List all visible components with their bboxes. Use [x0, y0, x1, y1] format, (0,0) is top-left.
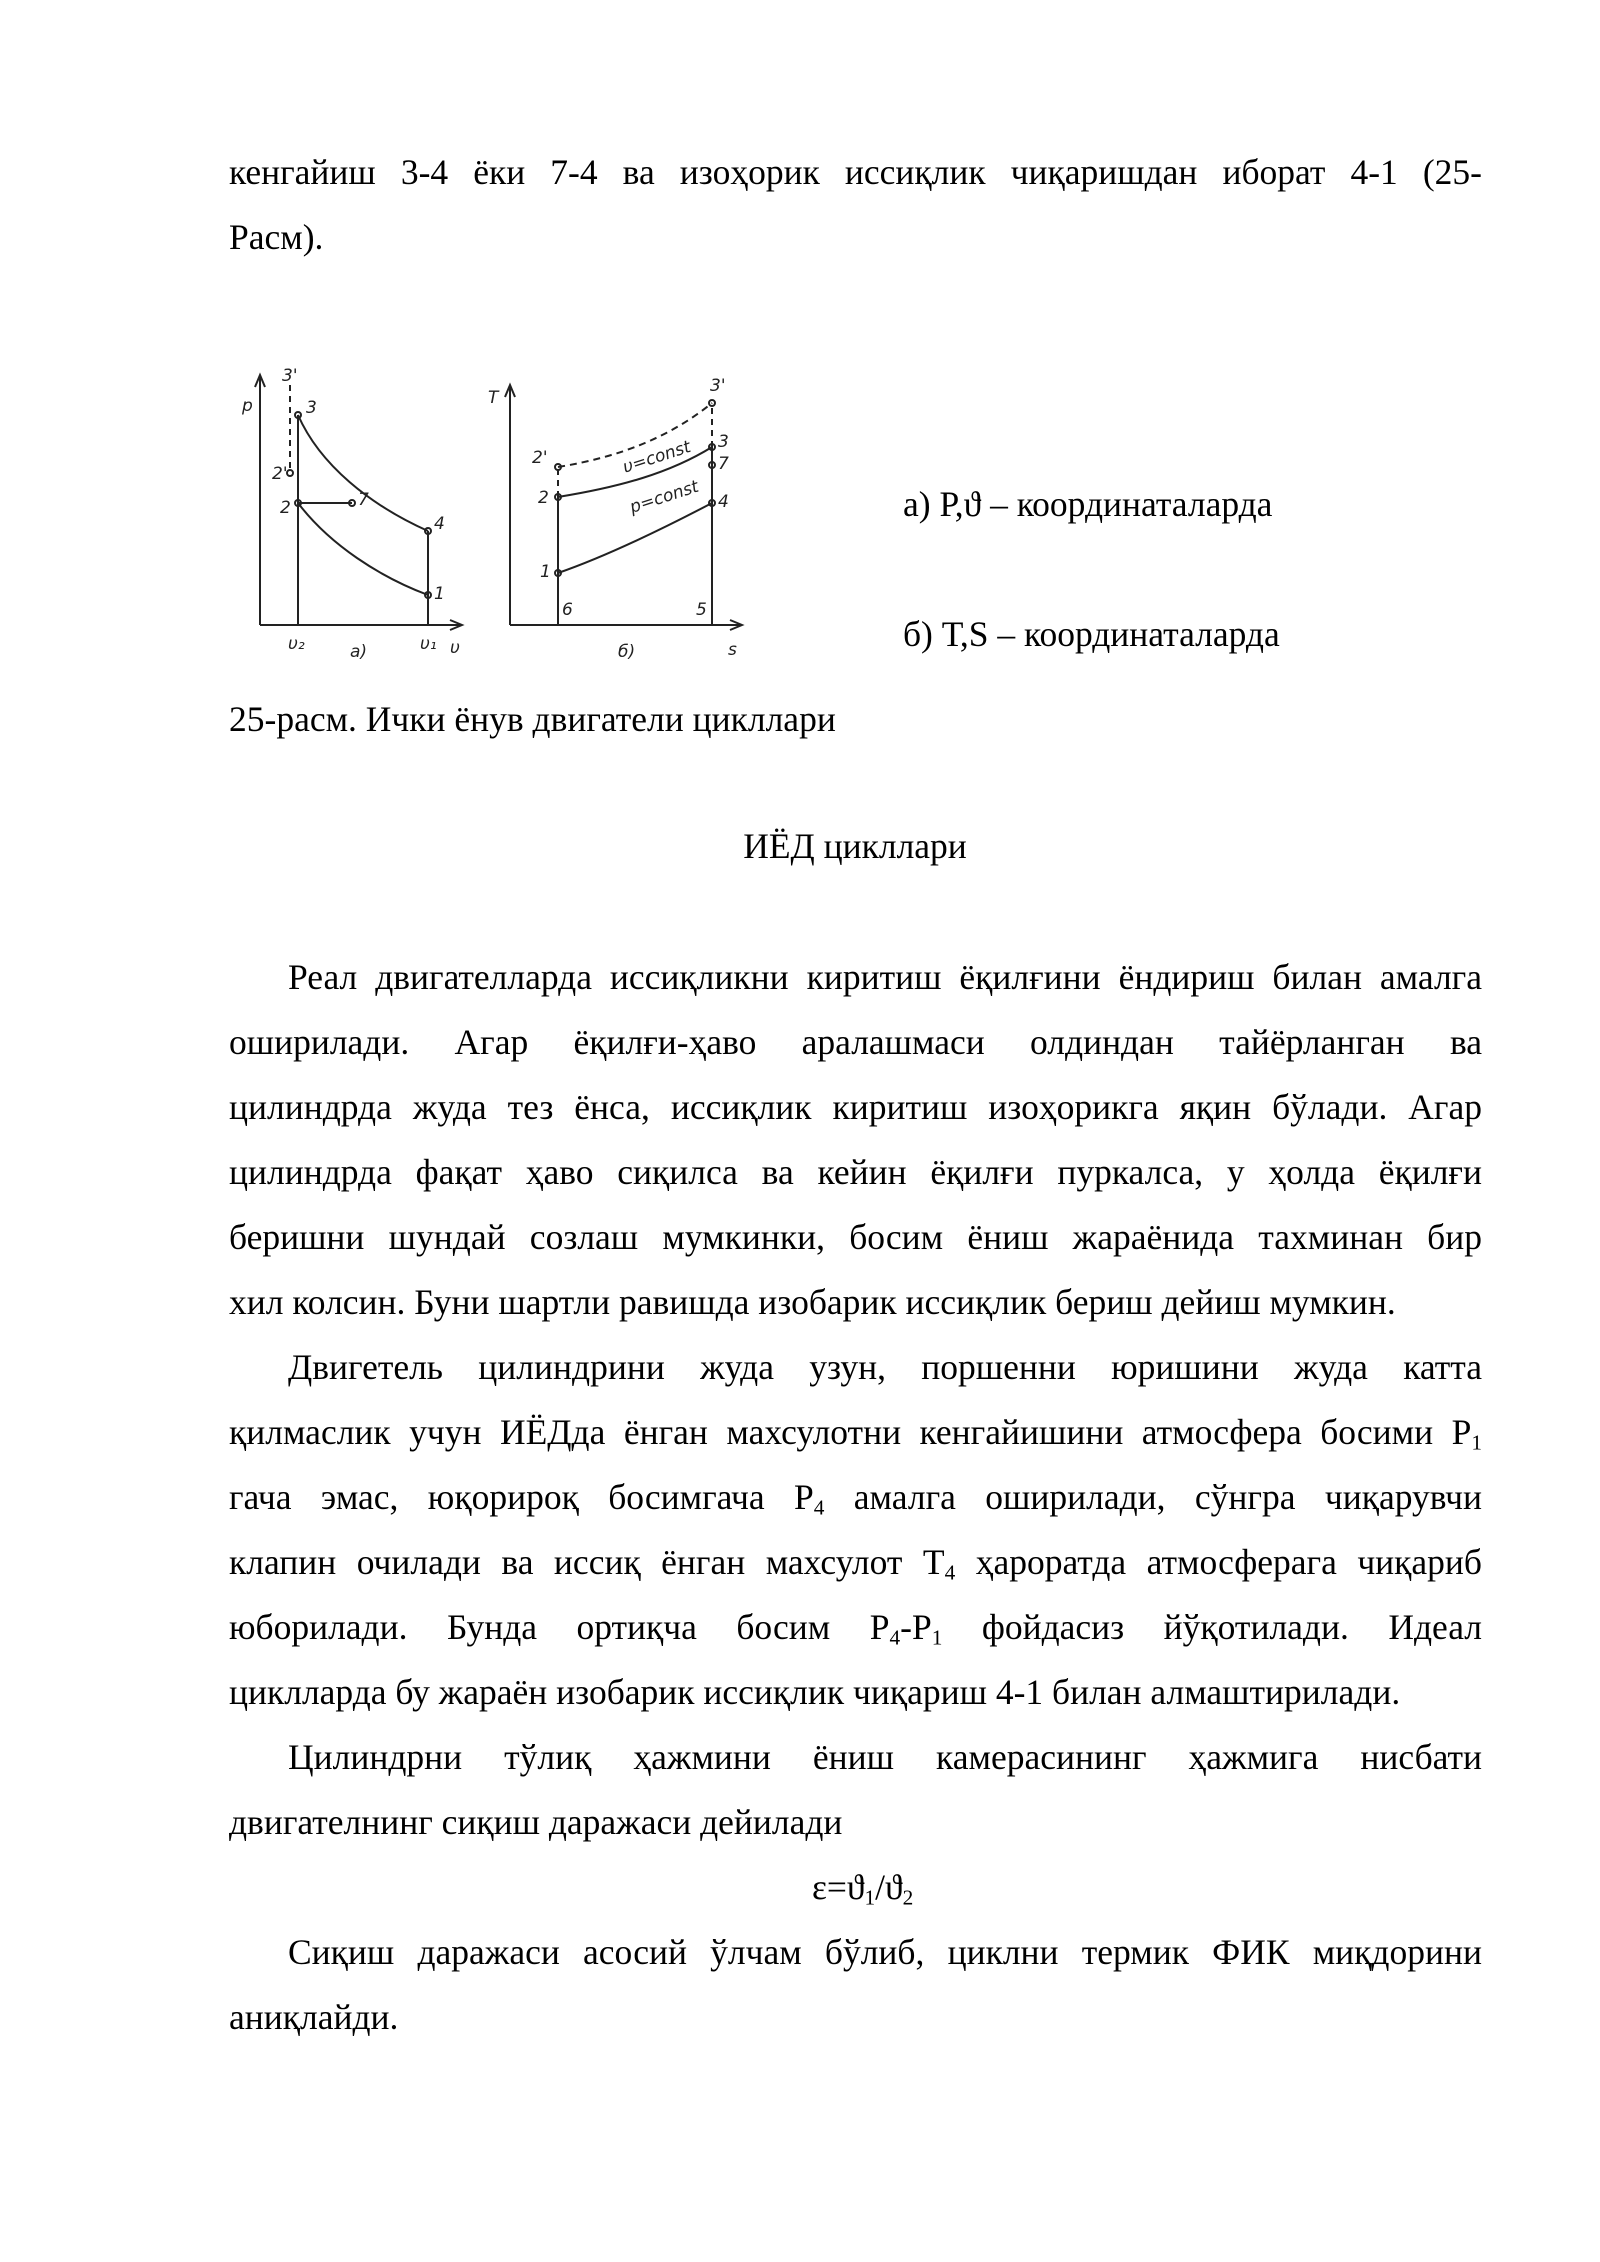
label-b-4: 4	[718, 492, 729, 512]
label-a: а)	[350, 642, 368, 662]
p1-line-2: оширилади. Агар ёқилғи-ҳаво аралашмаси олдиндан тайёрланган ва	[229, 1022, 1482, 1062]
p2-line-4: клапин очилади ва иссиқ ёнган махсулот $Т_4$ ҳароратда атмосферага чиқариб	[229, 1542, 1482, 1585]
label-axis-s: s	[728, 640, 737, 660]
label-v-const: υ=const	[620, 437, 694, 478]
label-b: б)	[618, 642, 636, 662]
label-b-3prime: 3'	[710, 376, 726, 396]
label-a-2prime: 2'	[272, 464, 288, 484]
figure-caption: 25-расм. Ички ёнув двигатели цикллари	[229, 699, 836, 739]
label-axis-t: T	[488, 388, 499, 408]
label-a-7: 7	[358, 490, 369, 510]
label-b-2prime: 2'	[532, 448, 548, 468]
figure-label-b: б) Т,S – координаталарда	[903, 614, 1280, 654]
label-a-3: 3	[306, 398, 317, 418]
p1-line-3: цилиндрда жуда тез ёнса, иссиқлик киритиш изоҳорикга яқин бўлади. Агар	[229, 1087, 1482, 1127]
label-v1: υ₁	[420, 634, 437, 654]
figure-25	[220, 355, 780, 675]
label-p-const: p=const	[627, 476, 702, 518]
engine-cycle-diagrams	[220, 355, 780, 675]
p3-line-2: двигателнинг сиқиш даражаси дейилади	[229, 1802, 843, 1842]
label-b-5: 5	[696, 600, 707, 620]
label-b-6: 6	[562, 600, 573, 620]
p2-line-1: Двигетель цилиндрини жуда узун, поршенни юришини жуда катта	[288, 1347, 1482, 1387]
p1-line-4: цилиндрда фақат ҳаво сиқилса ва кейин ёқилғи пуркалса, у ҳолда ёқилғи	[229, 1152, 1482, 1192]
label-a-4: 4	[434, 514, 445, 534]
label-b-3: 3	[718, 432, 729, 452]
label-b-1: 1	[540, 562, 551, 582]
p2-line-2: қилмаслик учун ИЁДда ёнган махсулотни кенгайишини атмосфера босими $Р_1$	[229, 1412, 1482, 1455]
section-heading: ИЁД цикллари	[743, 826, 967, 866]
label-a-3prime: 3'	[282, 366, 298, 386]
p2-line-5: юборилади. Бунда ортиқча босим $Р_4-Р_1$ фойдасиз йўқотилади. Идеал	[229, 1607, 1482, 1650]
p3-line-1: Цилиндрни тўлиқ ҳажмини ёниш камерасининг ҳажмига нисбати	[288, 1737, 1482, 1777]
intro-line-2: Расм).	[229, 217, 324, 257]
p4-line-2: аниқлайди.	[229, 1997, 399, 2037]
p4-line-1: Сиқиш даражаси асосий ўлчам бўлиб, циклни термик ФИК миқдорини	[288, 1932, 1482, 1972]
label-axis-p: p	[242, 396, 253, 416]
label-b-2: 2	[538, 488, 549, 508]
p1-line-5: беришни шундай созлаш мумкинки, босим ёниш жараёнида тахминан бир	[229, 1217, 1482, 1257]
figure-label-a: а) Р,ϑ – координаталарда	[903, 484, 1273, 524]
label-a-1: 1	[434, 584, 445, 604]
label-a-2: 2	[280, 498, 291, 518]
intro-line-1: кенгайиш 3-4 ёки 7-4 ва изоҳорик иссиқлик чиқаришдан иборат 4-1 (25-	[229, 152, 1482, 192]
p2-line-6: циклларда бу жараён изобарик иссиқлик чиқариш 4-1 билан алмаштирилади.	[229, 1672, 1401, 1712]
formula-compression-ratio: $\varepsilon=ϑ_1/ϑ_2$	[812, 1867, 914, 1910]
expansion-curve	[298, 415, 428, 531]
p1-line-1: Реал двигателларда иссиқликни киритиш ёқилғини ёндириш билан амалга	[288, 957, 1482, 997]
p2-line-3: гача эмас, юқорироқ босимгача $Р_4$ амалга оширилади, сўнгра чиқарувчи	[229, 1477, 1482, 1520]
label-b-7: 7	[718, 454, 729, 474]
label-v2: υ₂	[288, 634, 305, 654]
compression-curve	[298, 503, 428, 595]
p1-line-6: хил колсин. Буни шартли равишда изобарик иссиқлик бериш дейиш мумкин.	[229, 1282, 1396, 1322]
label-axis-v: υ	[450, 638, 460, 658]
